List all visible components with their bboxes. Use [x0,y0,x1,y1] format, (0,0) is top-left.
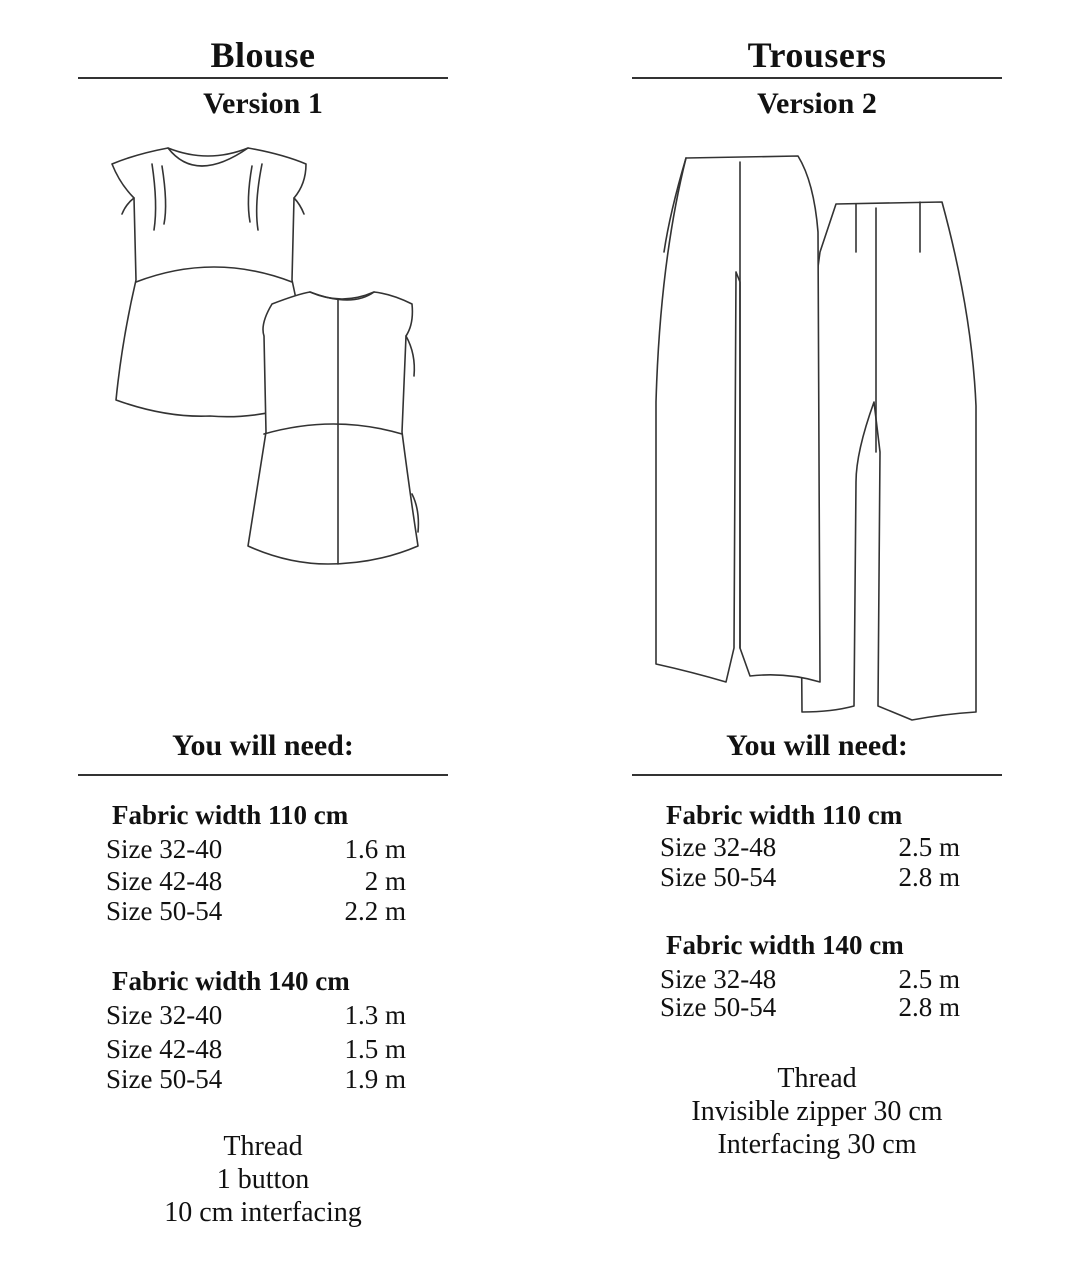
blouse-title: Blouse [210,35,316,75]
blouse-title-divider [78,77,448,79]
fabric-amount: 1.9 m [344,1064,406,1094]
notion-item: 10 cm interfacing [164,1197,362,1228]
trousers-back-view [800,202,976,720]
size-label: Size 50-54 [660,992,777,1022]
trousers-need-divider [632,774,1002,776]
fabric-amount: 2.5 m [898,832,960,862]
list-item [106,866,406,896]
notion-item: Thread [223,1131,303,1162]
size-label: Size 50-54 [106,1064,223,1094]
trousers-title-divider [632,77,1002,79]
blouse-version: Version 1 [203,87,323,120]
fabric-amount: 2.8 m [898,992,960,1022]
list-item [660,832,960,862]
trousers-fabric-140-heading: Fabric width 140 cm [666,930,904,960]
trousers-front-view [656,156,820,682]
size-label: Size 42-48 [106,866,223,896]
blouse-notions [78,1130,448,1229]
size-label: Size 42-48 [106,1034,223,1064]
size-label: Size 50-54 [660,862,777,892]
fabric-amount: 2 m [364,866,406,896]
trousers-title: Trousers [747,35,887,75]
notion-item: Invisible zipper 30 cm [691,1096,943,1127]
blouse-technical-drawing [106,144,451,569]
fabric-amount: 2.2 m [344,896,406,926]
trousers-technical-drawing [650,152,1002,724]
list-item [106,1000,406,1030]
notion-item: Interfacing 30 cm [717,1129,917,1160]
blouse-fabric-140-heading: Fabric width 140 cm [112,966,350,996]
blouse-need-title: You will need: [172,729,354,762]
fabric-amount: 1.5 m [344,1034,406,1064]
blouse-fabric-110-heading: Fabric width 110 cm [112,800,349,830]
notion-item: Thread [777,1063,857,1094]
blouse-need-divider [78,774,448,776]
fabric-amount: 1.3 m [344,1000,406,1030]
trousers-need-title: You will need: [726,729,908,762]
fabric-amount: 2.8 m [898,862,960,892]
size-label: Size 32-48 [660,832,777,862]
fabric-amount: 1.6 m [344,834,406,864]
list-item [106,896,406,926]
trousers-fabric-110-heading: Fabric width 110 cm [666,800,903,830]
size-label: Size 32-40 [106,834,223,864]
list-item [106,1064,406,1094]
trousers-version: Version 2 [757,87,877,120]
list-item [660,964,960,994]
size-label: Size 50-54 [106,896,223,926]
list-item [106,1034,406,1064]
trousers-column [632,0,1002,1288]
blouse-back-view [248,292,418,564]
size-label: Size 32-48 [660,964,777,994]
fabric-amount: 2.5 m [898,964,960,994]
blouse-column [78,0,448,1288]
trousers-notions [632,1062,1002,1161]
list-item [660,862,960,892]
list-item [660,992,960,1022]
size-label: Size 32-40 [106,1000,223,1030]
list-item [106,834,406,864]
notion-item: 1 button [216,1164,310,1195]
